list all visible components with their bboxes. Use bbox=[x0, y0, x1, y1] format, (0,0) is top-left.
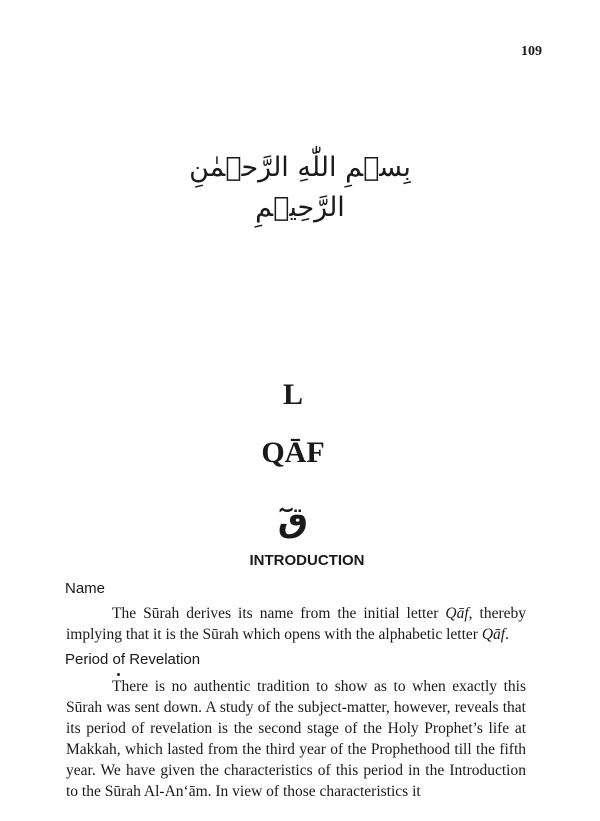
period-paragraph: There is no authentic tradition to show as to when exactly this Sūrah was sent down. A study of the subject-matter, however, reveals that its period of revelation is the second stage of the Holy Prophet’s life at Makkah, which lasted from the third year of the Prophethood till the fifth year. We have given the characteristics of this period in the Introduction to the Sūrah Al-An‘ām. In view of those characteristics it bbox=[66, 678, 526, 800]
page-number: 109 bbox=[521, 44, 542, 59]
name-text-part: , thereby implying that it is the Sūrah which opens with the alphabetic letter bbox=[66, 605, 527, 643]
chapter-arabic-letter: قٓ bbox=[277, 500, 309, 540]
name-text-part: The Sūrah derives its name from the initial letter bbox=[112, 605, 446, 622]
bismillah-calligraphy: بِسۡمِ اللّٰهِ الرَّحۡمٰنِ الرَّحِيۡمِ bbox=[189, 152, 411, 223]
name-text-part: . bbox=[505, 626, 509, 643]
chapter-title: QĀF bbox=[261, 436, 325, 469]
name-paragraph bbox=[66, 603, 526, 645]
section-heading-name: Name bbox=[65, 580, 106, 597]
chapter-number: L bbox=[282, 378, 303, 411]
letter-qaf-italic: Qāf bbox=[445, 605, 469, 622]
introduction-heading: INTRODUCTION bbox=[249, 552, 365, 569]
letter-qaf-italic: Qāf bbox=[481, 626, 506, 643]
section-heading-period: Period of Revelation bbox=[65, 651, 201, 668]
